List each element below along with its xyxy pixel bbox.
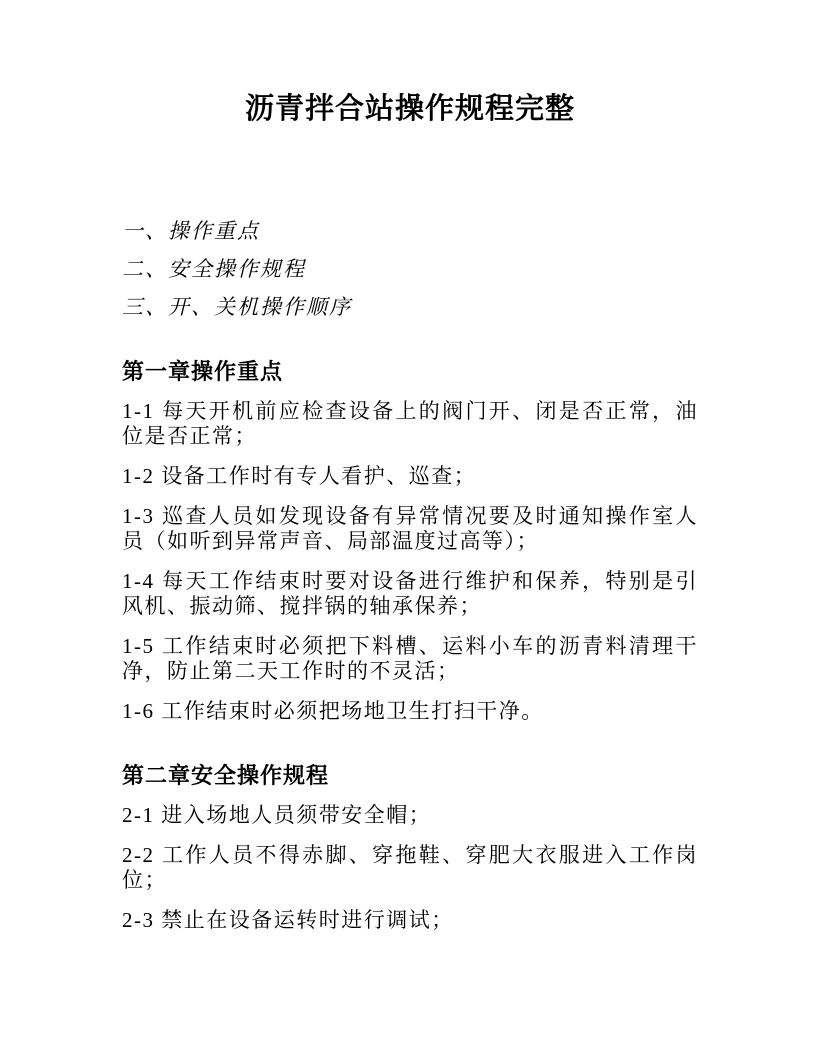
paragraph-1-6: 1-6 工作结束时必须把场地卫生打扫干净。 (122, 699, 544, 723)
paragraph-2-2: 2-2 工作人员不得赤脚、穿拖鞋、穿肥大衣服进入工作岗位； (122, 843, 698, 892)
toc-item-startup-shutdown-order: 三、开、关机操作顺序 (122, 295, 352, 319)
paragraph-2-1: 2-1 进入场地人员须带安全帽； (122, 803, 432, 827)
paragraph-1-4: 1-4 每天工作结束时要对设备进行维护和保养，特别是引风机、振动筛、搅拌锅的轴承保养； (122, 569, 698, 618)
paragraph-2-3: 2-3 禁止在设备运转时进行调试； (122, 908, 454, 932)
toc-item-safety-procedures: 二、安全操作规程 (122, 257, 306, 281)
toc-item-operation-points: 一、操作重点 (122, 219, 260, 243)
chapter-2-heading: 第二章安全操作规程 (122, 763, 330, 788)
chapter-1 (122, 359, 698, 724)
paragraph-1-5: 1-5 工作结束时必须把下料槽、运料小车的沥青料清理干净，防止第二天工作时的不灵活； (122, 634, 698, 683)
chapter-2 (122, 763, 698, 933)
paragraph-1-1: 1-1 每天开机前应检查设备上的阀门开、闭是否正常，油位是否正常； (122, 399, 698, 448)
paragraph-1-2: 1-2 设备工作时有专人看护、巡查； (122, 464, 477, 488)
paragraph-1-3: 1-3 巡查人员如发现设备有异常情况要及时通知操作室人员（如听到异常声音、局部温度过高等）； (122, 504, 698, 553)
chapter-1-heading: 第一章操作重点 (122, 359, 284, 384)
table-of-contents (122, 218, 698, 320)
document-title: 沥青拌合站操作规程完整 (244, 93, 575, 125)
